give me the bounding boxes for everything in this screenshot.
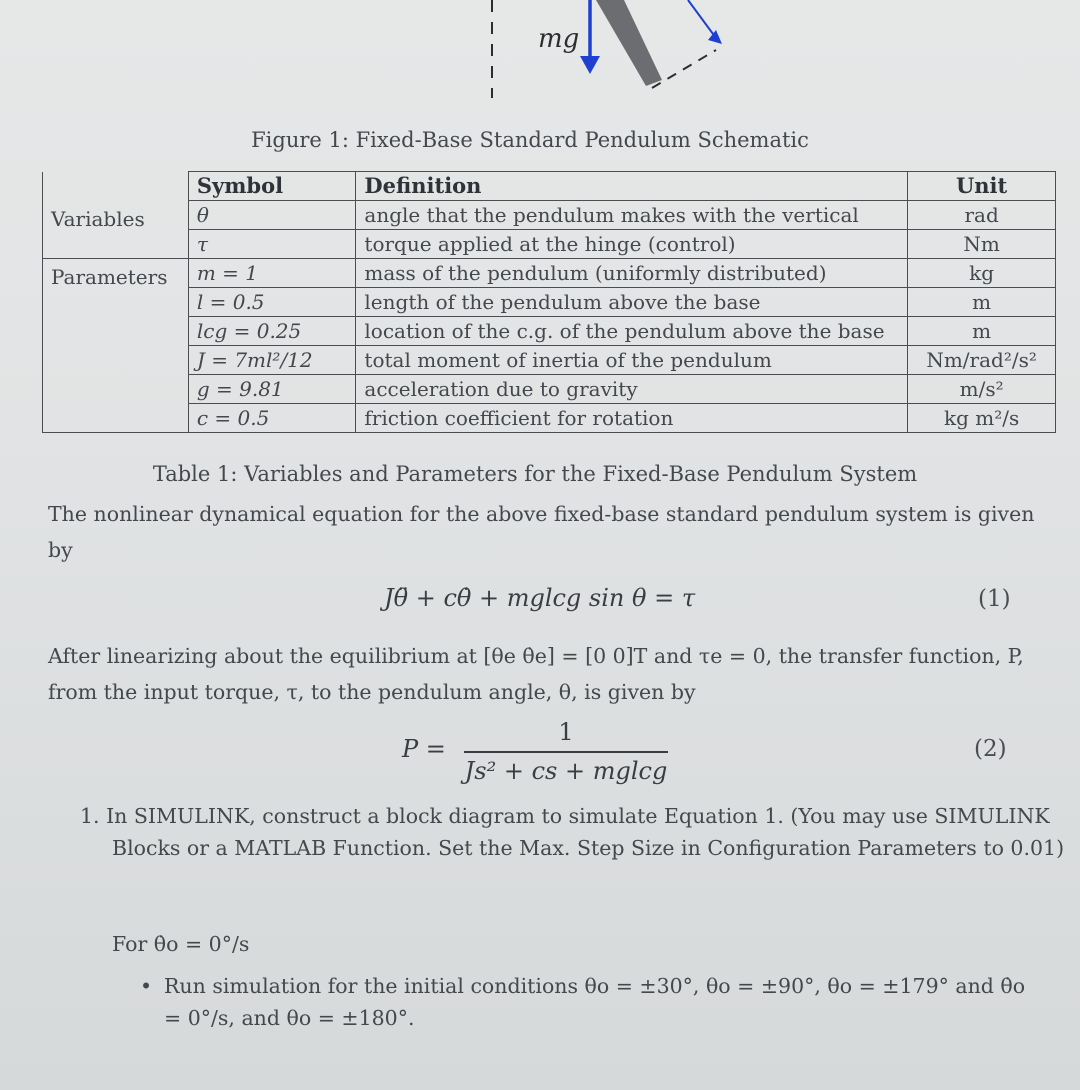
definition-cell: torque applied at the hinge (control)	[356, 230, 908, 259]
symbol-cell: lcg = 0.25	[188, 317, 356, 346]
header-unit: Unit	[908, 172, 1056, 201]
header-definition: Definition	[356, 172, 908, 201]
equation-2-numerator: 1	[558, 718, 574, 746]
definition-cell: friction coefficient for rotation	[356, 404, 908, 433]
component-arrow-shaft	[688, 0, 716, 38]
list-item-1: 1. In SIMULINK, construct a block diagram to simulate Equation 1. (You may use SIMULINK Blocks or a MATLAB Function. Set the Max. Step Size in Configuration Parameters to 0.01)	[80, 804, 1065, 860]
table-row	[43, 259, 1056, 288]
parameters-table	[42, 171, 1056, 433]
equation-2-lhs: P =	[402, 735, 446, 763]
pendulum-schematic	[0, 0, 1080, 130]
equation-2-denominator: Js² + cs + mglcg	[464, 756, 668, 785]
pendulum-rod	[596, 0, 662, 86]
symbol-cell: J = 7ml²/12	[188, 346, 356, 375]
for-line: For θ̇o = 0°/s	[112, 932, 250, 956]
table-header-row	[43, 172, 1056, 201]
unit-cell: Nm	[908, 230, 1056, 259]
linearize-paragraph: After linearizing about the equilibrium at [θe θ̇e] = [0 0]T and τe = 0, the transfer function, P, from the input torque, τ, to the pendulum angle, θ, is given by	[48, 644, 1024, 704]
equation-2-number: (2)	[974, 736, 1007, 762]
table-row	[43, 375, 1056, 404]
figure-caption: Figure 1: Fixed-Base Standard Pendulum Schematic	[251, 128, 809, 152]
bullet-text: Run simulation for the initial conditions θo = ±30°, θo = ±90°, θo = ±179° and θ̇o = 0°/s, and θo = ±180°.	[164, 974, 1026, 1030]
unit-cell: kg	[908, 259, 1056, 288]
equation-1-number: (1)	[978, 586, 1011, 612]
header-symbol: Symbol	[188, 172, 356, 201]
unit-cell: m/s²	[908, 375, 1056, 404]
symbol-cell: g = 9.81	[188, 375, 356, 404]
intro-paragraph: The nonlinear dynamical equation for the above fixed-base standard pendulum system is given by	[48, 502, 1035, 562]
equation-1: Jθ̈ + cθ̇ + mglcg sin θ = τ	[384, 584, 696, 612]
equation-2-fraction	[464, 718, 668, 785]
table-caption: Table 1: Variables and Parameters for the Fixed-Base Pendulum System	[152, 462, 918, 486]
unit-cell: rad	[908, 201, 1056, 230]
definition-cell: length of the pendulum above the base	[356, 288, 908, 317]
gravity-arrow-head	[580, 56, 600, 74]
symbol-cell: τ	[188, 230, 356, 259]
definition-cell: angle that the pendulum makes with the vertical	[356, 201, 908, 230]
table-row	[43, 230, 1056, 259]
table-row	[43, 317, 1056, 346]
symbol-cell: θ	[188, 201, 356, 230]
table-row	[43, 404, 1056, 433]
unit-cell: Nm/rad²/s²	[908, 346, 1056, 375]
component-dashed-line	[652, 50, 716, 88]
symbol-cell: m = 1	[188, 259, 356, 288]
table-row	[43, 201, 1056, 230]
definition-cell: total moment of inertia of the pendulum	[356, 346, 908, 375]
symbol-cell: l = 0.5	[188, 288, 356, 317]
unit-cell: m	[908, 317, 1056, 346]
fraction-bar	[464, 751, 668, 753]
group-parameters: Parameters	[43, 259, 189, 433]
bullet-marker: •	[140, 974, 153, 998]
unit-cell: m	[908, 288, 1056, 317]
header-empty-cell	[43, 172, 189, 201]
definition-cell: mass of the pendulum (uniformly distributed)	[356, 259, 908, 288]
definition-cell: location of the c.g. of the pendulum above the base	[356, 317, 908, 346]
group-variables: Variables	[43, 201, 189, 259]
table-row	[43, 346, 1056, 375]
definition-cell: acceleration due to gravity	[356, 375, 908, 404]
mg-label: mg	[538, 24, 580, 54]
symbol-cell: c = 0.5	[188, 404, 356, 433]
table-row	[43, 288, 1056, 317]
unit-cell: kg m²/s	[908, 404, 1056, 433]
component-arrow-head	[708, 30, 722, 44]
